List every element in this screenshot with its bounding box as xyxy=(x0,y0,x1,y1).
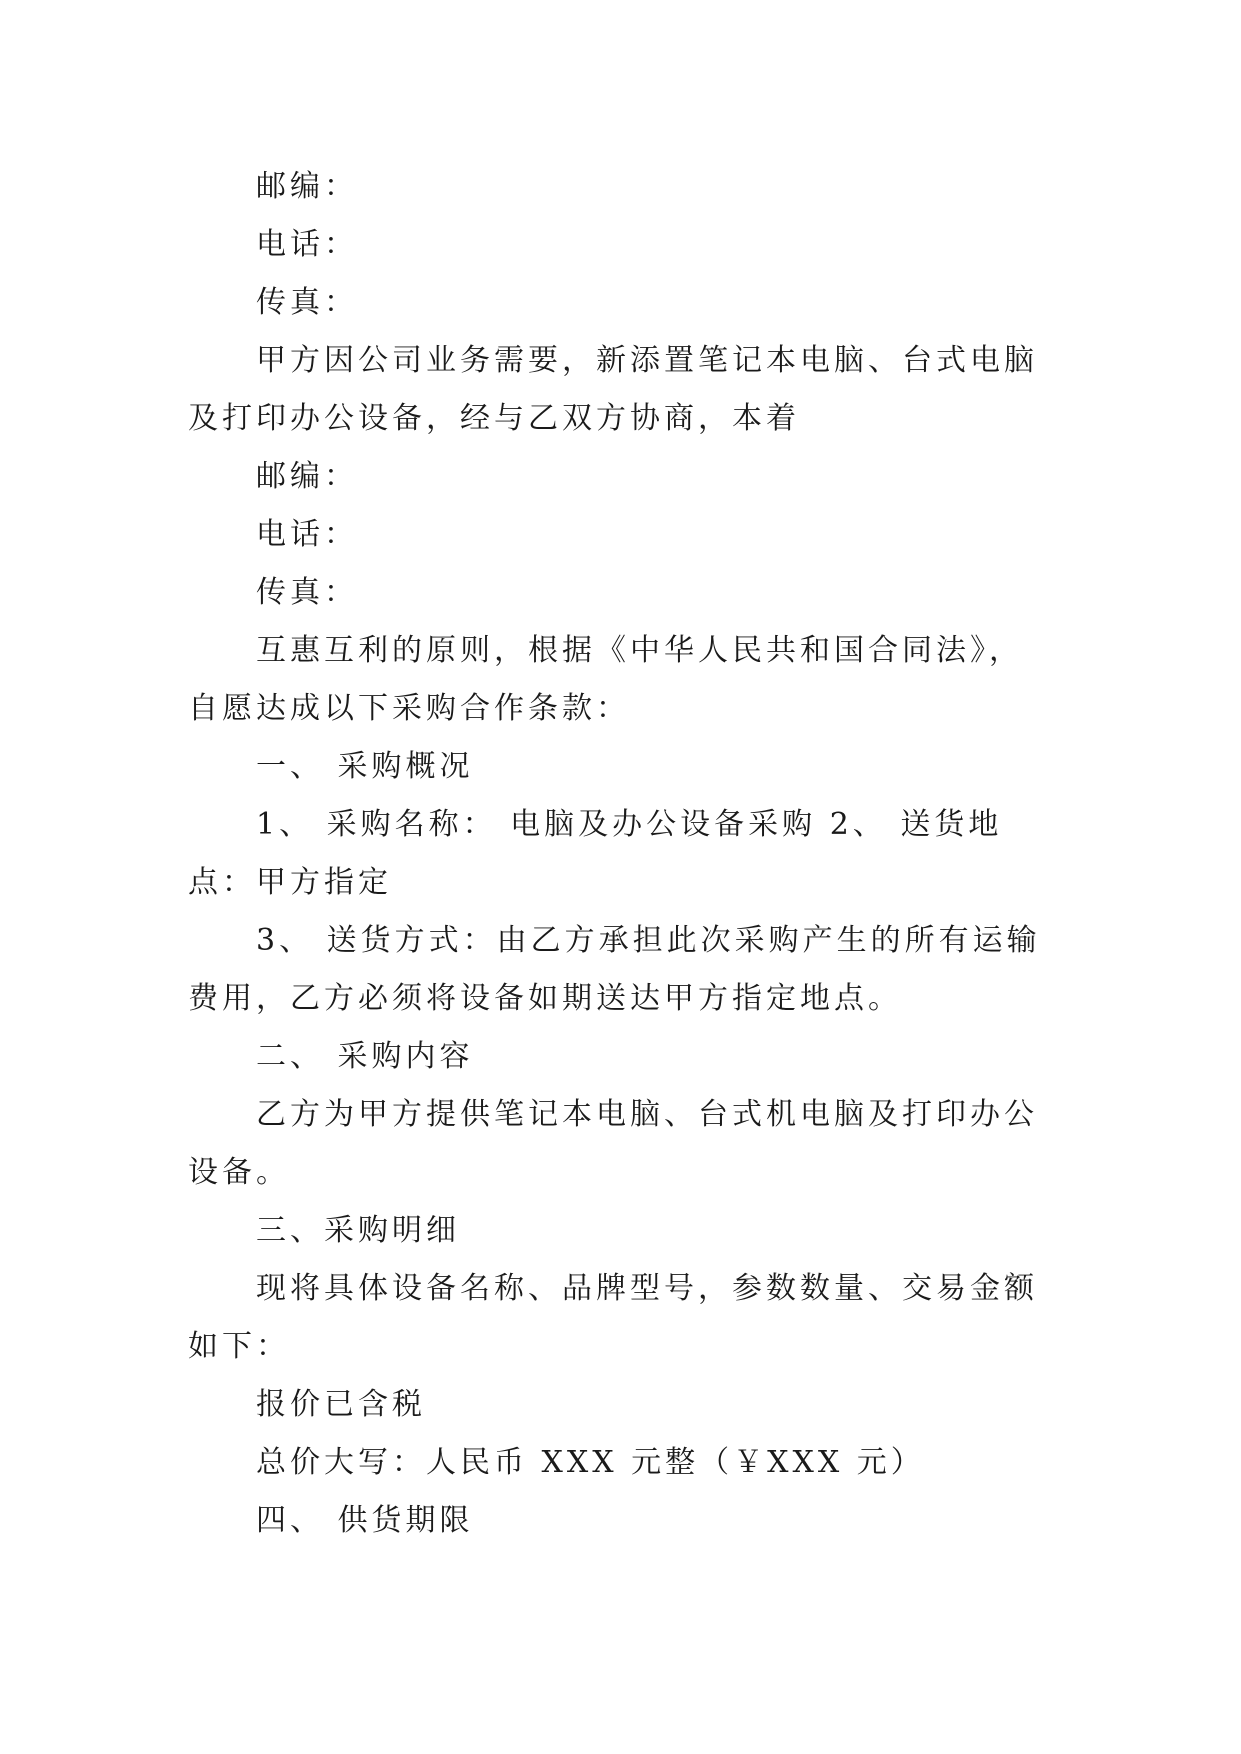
postcode-label-b: 邮编： xyxy=(256,459,358,494)
section-4-heading: 四、 供货期限 xyxy=(256,1503,474,1538)
fax-label-a: 传真： xyxy=(256,285,358,320)
postcode-label-a: 邮编： xyxy=(256,169,358,204)
fax-label-b: 传真： xyxy=(256,575,358,610)
delivery-method-item: 3、 送货方式：由乙方承担此次采购产生的所有运输费用，乙方必须将设备如期送达甲方指定地点。 xyxy=(188,923,1041,1016)
section-1-heading: 一、 采购概况 xyxy=(256,749,474,784)
section-3-heading: 三、采购明细 xyxy=(256,1213,460,1248)
total-price: 总价大写：人民币 XXX 元整（￥XXX 元） xyxy=(256,1445,925,1480)
intro-paragraph: 甲方因公司业务需要，新添置笔记本电脑、台式电脑及打印办公设备，经与乙双方协商，本着 xyxy=(188,343,1038,436)
document-body xyxy=(188,158,1048,1550)
section-2-heading: 二、 采购内容 xyxy=(256,1039,474,1074)
phone-label-b: 电话： xyxy=(256,517,358,552)
principle-paragraph: 互惠互利的原则，根据《中华人民共和国合同法》，自愿达成以下采购合作条款： xyxy=(188,633,1023,726)
purchase-content-paragraph: 乙方为甲方提供笔记本电脑、台式机电脑及打印办公设备。 xyxy=(188,1097,1038,1190)
tax-note: 报价已含税 xyxy=(256,1387,426,1422)
phone-label-a: 电话： xyxy=(256,227,358,262)
details-paragraph: 现将具体设备名称、品牌型号，参数数量、交易金额如下： xyxy=(188,1271,1038,1364)
purchase-name-item: 1、 采购名称： 电脑及办公设备采购 2、 送货地点：甲方指定 xyxy=(188,807,1003,900)
